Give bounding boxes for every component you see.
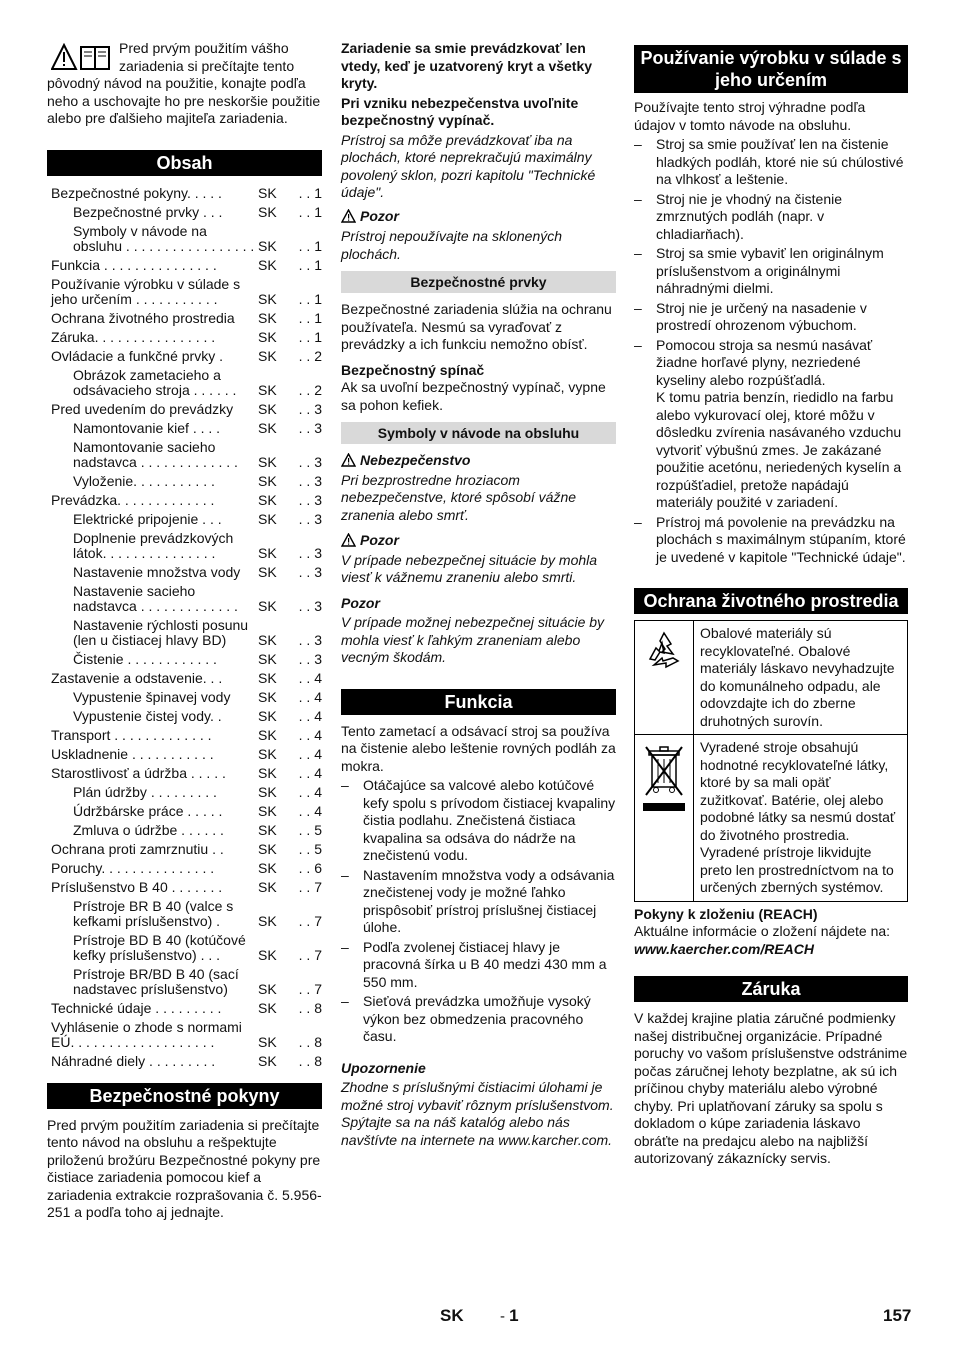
toc-entry-page: . . 1 [298, 203, 322, 220]
warning-icon [341, 453, 356, 467]
footer-subpage: - 1 [500, 1306, 519, 1325]
toc-entry-lang: SK [258, 999, 277, 1016]
toc-entry-page: . . 1 [298, 184, 322, 201]
list-item-text: Stroj sa smie používať len na čistenie hladkých podláh, ktoré nie sú chúlostivé na vlhkosť a leštenie. [656, 136, 904, 187]
reach-url[interactable]: www.kaercher.com/REACH [634, 940, 814, 957]
safety-title: Bezpečnostné pokyny [47, 1083, 322, 1109]
toc-entry-lang: SK [258, 650, 277, 667]
toc-entry-page: . . 8 [298, 1052, 322, 1069]
env-row-recycle [635, 621, 908, 735]
toc-entry[interactable] [47, 933, 322, 963]
toc-entry-title: Prevádzka. . . . . . . . . . . . . [51, 491, 215, 508]
list-item [634, 245, 908, 298]
toc-entry[interactable] [47, 512, 322, 527]
toc-entry[interactable] [47, 440, 322, 470]
toc-entry[interactable] [47, 861, 322, 876]
env-row-weee [635, 735, 908, 902]
footer-lang: SK [440, 1306, 464, 1325]
toc-entry-title: Starostlivosť a údržba . . . . . [51, 764, 226, 781]
intro-block [47, 40, 322, 128]
pozor3-text: V prípade možnej nebezpečnej situácie by mohla viesť k ľahkým zraneniam alebo vecným škodám. [341, 614, 605, 665]
toc-entry[interactable] [47, 823, 322, 838]
recycle-icon [640, 627, 688, 675]
column-middle [341, 40, 616, 1157]
column-right [634, 45, 908, 1176]
toc-entry-page: . . 4 [298, 669, 322, 686]
toc-entry-title: Nastavenie množstva vody [73, 563, 241, 580]
toc-entry-page: . . 7 [298, 878, 322, 895]
pozor2-label: Pozor [360, 532, 399, 548]
toc-entry[interactable] [47, 277, 322, 307]
toc-entry[interactable] [47, 531, 322, 561]
safety-text: Pred prvým použitím zariadenia si prečítajte tento návod na obsluhu a rešpektujte priloženú brožúru Bezpečnostné pokyny pre čistiace zariadenia pomocou kief a zariadenia extrakcie rozprašovania č. 5.956-251 a podľa toho aj jednajte. [47, 1116, 322, 1220]
toc-entry[interactable] [47, 785, 322, 800]
toc-entry-page: . . 1 [298, 290, 322, 307]
toc-entry[interactable] [47, 690, 322, 705]
list-item [634, 300, 908, 335]
list-item: – Nastavením množstva vody a odsávania znečistenej vody je možné ľahko prispôsobiť prístroj príslušnej čistiacej úlohe. [341, 867, 616, 937]
toc-entry-page: . . 3 [298, 419, 322, 436]
note-label: Upozornenie [341, 1059, 426, 1076]
toc-entry-page: . . 4 [298, 764, 322, 781]
toc-entry-lang: SK [258, 472, 277, 489]
toc-entry-page: . . 3 [298, 453, 322, 470]
toc-entry-title: Doplnenie prevádzkových látok. . . . . . . . . . . . . . . [73, 529, 234, 561]
toc-entry-page: . . 4 [298, 707, 322, 724]
note-text-2: Spýtajte sa na náš katalóg alebo nás navštívte na internete na www.karcher.com. [341, 1114, 613, 1148]
toc-entry[interactable] [47, 349, 322, 364]
toc-entry-page: . . 1 [298, 237, 322, 254]
toc-entry-title: Uskladnenie . . . . . . . . . . . [51, 745, 214, 762]
toc-entry-title: Obrázok zametacieho a odsávacieho stroja . . . . . . [73, 366, 237, 398]
toc-entry[interactable] [47, 899, 322, 929]
toc-entry-title: Záruka. . . . . . . . . . . . . . . . [51, 328, 216, 345]
toc-entry-title: Príslušenstvo B 40 . . . . . . . [51, 878, 223, 895]
toc-entry-lang: SK [258, 491, 277, 508]
env-row2-text: Vyradené stroje obsahujú hodnotné recyklovateľné látky, ktoré by sa mali opäť zužitkovať. Batérie, olej alebo podobné látky sa nesmú dostať do životného prostredia. Vyradené prístroje likvidujte preto len prostredníctvom na to určených zberných systémov. [694, 735, 908, 902]
toc-entry-lang: SK [258, 688, 277, 705]
toc-entry-page: . . 3 [298, 631, 322, 648]
list-item [634, 136, 908, 189]
warning-icon [341, 533, 356, 547]
toc-entry-lang: SK [258, 745, 277, 762]
toc-entry-page: . . 4 [298, 688, 322, 705]
env-row1-text: Obalové materiály sú recyklovateľné. Obalové materiály láskavo nevyhadzujte do komunálneho odpadu, ale odovzdajte ich do zberne druhotných surovín. [694, 621, 908, 735]
toc-entry-lang: SK [258, 912, 277, 929]
toc-entry-lang: SK [258, 184, 277, 201]
toc-entry-page: . . 8 [298, 999, 322, 1016]
toc-entry-page: . . 3 [298, 491, 322, 508]
list-item-text: Stroj nie je určený na nasadenie v prostredí ohrozenom výbuchom. [656, 299, 867, 333]
toc-entry-title: Údržbárske práce . . . . . [73, 802, 223, 819]
toc-entry-title: Používanie výrobku v súlade s jeho určením . . . . . . . . . . . [51, 275, 241, 307]
toc-entry-page: . . 4 [298, 726, 322, 743]
toc-entry-page: . . 5 [298, 821, 322, 838]
warning-manual-icon [51, 43, 113, 73]
toc-entry-title: Zastavenie a odstavenie. . . [51, 669, 223, 686]
reach-title: Pokyny k zloženiu (REACH) [634, 905, 818, 922]
toc-entry-lang: SK [258, 707, 277, 724]
toc-entry-title: Nastavenie rýchlosti posunu (len u čistiacej hlavy BD) [73, 616, 249, 648]
toc-entry[interactable] [47, 258, 322, 273]
env-title: Ochrana životného prostredia [634, 588, 908, 614]
toc-entry-page: . . 3 [298, 544, 322, 561]
funkcia-title: Funkcia [341, 689, 616, 715]
toc-entry-page: . . 3 [298, 472, 322, 489]
toc-entry[interactable] [47, 421, 322, 436]
toc-entry-title: Namontovanie sacieho nadstavca . . . . . . . . . . . . . [73, 438, 238, 470]
toc-entry-page: . . 4 [298, 745, 322, 762]
switch-text: Ak sa uvoľní bezpečnostný vypínač, vypne sa pohon kefiek. [341, 379, 606, 413]
toc-entry-lang: SK [258, 669, 277, 686]
toc-entry-lang: SK [258, 400, 277, 417]
warranty-title: Záruka [634, 976, 908, 1002]
toc-entry-title: Funkcia . . . . . . . . . . . . . . . [51, 256, 217, 273]
safety-elements-title: Bezpečnostné prvky [341, 271, 616, 293]
warning-icon [341, 209, 356, 223]
toc-entry-page: . . 3 [298, 510, 322, 527]
toc-entry[interactable] [47, 618, 322, 648]
toc-entry-lang: SK [258, 237, 277, 254]
toc-entry[interactable] [47, 584, 322, 614]
toc-entry-page: . . 7 [298, 980, 322, 997]
toc-entry[interactable] [47, 880, 322, 895]
toc-entry-title: Plán údržby . . . . . . . . . [73, 783, 217, 800]
bold-paragraph-1: Zariadenie sa smie prevádzkovať len vtedy, keď je uzatvorený kryt a všetky kryty. [341, 40, 593, 91]
toc-entry[interactable] [47, 804, 322, 819]
toc-entry-title: Technické údaje . . . . . . . . . [51, 999, 222, 1016]
toc-entry-lang: SK [258, 290, 277, 307]
funkcia-text: Tento zametací a odsávací stroj sa používa na čistenie alebo leštenie rovných podláh za mokra. [341, 722, 616, 774]
list-item [634, 191, 908, 244]
toc-entry-lang: SK [258, 597, 277, 614]
switch-title: Bezpečnostný spínač [341, 361, 485, 378]
toc-entry[interactable] [47, 186, 322, 201]
toc-entry[interactable] [47, 671, 322, 686]
toc-entry-title: Pred uvedením do prevádzky [51, 400, 234, 417]
list-item: – Otáčajúce sa valcové alebo kotúčové kefy spolu s prívodom čistiacej kvapaliny čistia podlahu. Znečistená čistiaca kvapalina sa odsáva do nádrže na znečistenú vodu. [341, 777, 616, 865]
intro-text: Pred prvým použitím vášho zariadenia si prečítajte tento pôvodný návod na použitie, konajte podľa neho a uschovajte ho pre neskoršie použitie alebo pre ďalšieho majiteľa zariadenia. [47, 40, 321, 126]
toc-entry[interactable] [47, 493, 322, 508]
pozor1-heading [341, 208, 616, 226]
toc-entry[interactable] [47, 747, 322, 762]
warranty-text: V každej krajine platia záručné podmienky našej distribučnej organizácie. Prípadné poruchy vo vašom príslušenstve odstránime počas záručnej lehoty bezplatne, ak sú ich príčinou chyby materiálu alebo výrobné chyby. Pri uplatňovaní záruky sa spolu s dokladom o kúpe zariadenia láskavo obráťte na predajcu alebo na najbližší autorizovaný zákaznícky servis. [634, 1010, 908, 1166]
toc-entry-lang: SK [258, 631, 277, 648]
toc-entry-page: . . 4 [298, 783, 322, 800]
bold-paragraph-2: Pri vzniku nebezpečenstva uvoľnite bezpečnostný vypínač. [341, 94, 579, 128]
toc-entry-title: Zmluva o údržbe . . . . . . [73, 821, 224, 838]
toc-entry-lang: SK [258, 256, 277, 273]
toc-entry-lang: SK [258, 1033, 277, 1050]
toc-entry-title: Čistenie . . . . . . . . . . . . [73, 650, 217, 667]
toc-entry-lang: SK [258, 840, 277, 857]
toc-entry[interactable] [47, 368, 322, 398]
toc-entry-title: Bezpečnostné prvky . . . [73, 203, 223, 220]
toc-entry-lang: SK [258, 309, 277, 326]
usage-title: Používanie výrobku v súlade s jeho určením [634, 45, 908, 93]
toc-entry[interactable] [47, 311, 322, 326]
italic-paragraph-1: Prístroj sa môže prevádzkovať iba na plochách, ktoré neprekračujú maximálny povolený sklon, pozri kapitolu "Technické údaje". [341, 131, 596, 200]
toc-entry-title: Nastavenie sacieho nadstavca . . . . . . . . . . . . . [73, 582, 238, 614]
toc-entry-page: . . 8 [298, 1033, 322, 1050]
toc-entry-page: . . 2 [298, 347, 322, 364]
toc-entry-lang: SK [258, 381, 277, 398]
toc-entry-title: Namontovanie kief . . . . [73, 419, 221, 436]
toc-entry-title: Symboly v návode na obsluhu . . . . . . . . . . . . . . . . . [73, 222, 255, 254]
toc-entry-lang: SK [258, 726, 277, 743]
recycle-icon-cell [635, 621, 694, 735]
toc-entry-lang: SK [258, 328, 277, 345]
pozor2-heading [341, 532, 616, 550]
toc-entry[interactable] [47, 205, 322, 220]
toc-entry-page: . . 3 [298, 650, 322, 667]
toc-entry-lang: SK [258, 783, 277, 800]
toc-entry-page: . . 1 [298, 309, 322, 326]
toc-title: Obsah [47, 150, 322, 176]
toc-entry[interactable] [47, 565, 322, 580]
usage-text: Používajte tento stroj výhradne podľa údajov v tomto návode na obsluhu. [634, 99, 866, 133]
reach-text: Aktuálne informácie o zložení nájdete na: [634, 923, 891, 939]
toc-entry-lang: SK [258, 802, 277, 819]
toc-entry-page: . . 3 [298, 563, 322, 580]
toc-entry-lang: SK [258, 419, 277, 436]
list-item-text: Stroj nie je vhodný na čistenie zmrznutých podláh (napr. v chladiarňach). [656, 190, 842, 242]
toc-entry-title: Prístroje BR/BD B 40 (sací nadstavec príslušenstvo) [73, 965, 239, 997]
list-item: – Podľa zvolenej čistiacej hlavy je pracovná šírka u B 40 medzi 430 mm a 550 mm. [341, 939, 616, 992]
toc-entry[interactable] [47, 652, 322, 667]
toc-entry[interactable] [47, 1054, 322, 1069]
toc-entry[interactable] [47, 709, 322, 724]
toc-entry-page: . . 7 [298, 912, 322, 929]
toc-entry-lang: SK [258, 544, 277, 561]
toc-entry-page: . . 7 [298, 946, 322, 963]
list-item [634, 337, 908, 512]
toc-entry-lang: SK [258, 510, 277, 527]
toc-entry-title: Ovládacie a funkčné prvky . [51, 347, 223, 364]
list-item-text: Stroj sa smie vybaviť len originálnym príslušenstvom a originálnymi náhradnými dielmi. [656, 245, 884, 296]
toc-entry-page: . . 2 [298, 381, 322, 398]
toc-entry-title: Transport . . . . . . . . . . . . . [51, 726, 212, 743]
pozor3-label: Pozor [341, 594, 380, 611]
toc-entry-title: Vyloženie. . . . . . . . . . . [73, 472, 215, 489]
list-item: – Prístroj má povolenie na prevádzku na plochách s maximálnym stúpaním, ktoré je uvedené v kapitole "Technické údaje". [634, 514, 908, 567]
env-table [634, 620, 908, 902]
toc-entry-lang: SK [258, 453, 277, 470]
toc-entry[interactable] [47, 1001, 322, 1016]
toc-entry-page: . . 3 [298, 400, 322, 417]
crossed-bin-icon [640, 741, 688, 821]
toc-entry-page: . . 3 [298, 597, 322, 614]
funkcia-list [341, 777, 616, 1046]
toc-entry-title: Náhradné diely . . . . . . . . . [51, 1052, 216, 1069]
danger-heading [341, 452, 616, 470]
pozor1-label: Pozor [360, 207, 399, 224]
column-left [47, 40, 322, 1230]
toc-entry[interactable] [47, 842, 322, 857]
toc-entry-lang: SK [258, 764, 277, 781]
toc-entry-title: Prístroje BD B 40 (kotúčové kefky príslušenstvo) . . . [73, 931, 246, 963]
safety-elements-text: Bezpečnostné zariadenia slúžia na ochranu používateľa. Nesmú sa vyraďovať z prevádzky a ich funkciu nemožno obísť. [341, 301, 612, 352]
toc-entry-title: Vypustenie čistej vody. . [73, 707, 222, 724]
toc-entry-page: . . 1 [298, 328, 322, 345]
toc-entry-lang: SK [258, 946, 277, 963]
toc-entry-lang: SK [258, 859, 277, 876]
list-item-text: Pomocou stroja sa nesmú nasávať žiadne horľavé plyny, nezriedené kyseliny alebo rozpúšťadlá. [656, 336, 873, 388]
usage-list [634, 136, 908, 566]
weee-icon-cell [635, 735, 694, 902]
toc-entry-lang: SK [258, 878, 277, 895]
toc-entry-lang: SK [258, 563, 277, 580]
pozor1-text: Prístroj nepoužívajte na sklonených plochách. [341, 228, 563, 262]
toc-entry-title: Vyhlásenie o zhode s normami EÚ. . . . . . . . . . . . . . . . . . . [51, 1018, 242, 1050]
pozor2-text: V prípade nebezpečnej situácie by mohla viesť k vážnemu zraneniu alebo smrti. [341, 551, 598, 585]
toc-entry-lang: SK [258, 1052, 277, 1069]
toc-entry-page: . . 6 [298, 859, 322, 876]
toc-entry-title: Vypustenie špinavej vody [73, 688, 231, 705]
toc-entry-title: Bezpečnostné pokyny. . . . . [51, 184, 222, 201]
toc-entry-lang: SK [258, 347, 277, 364]
toc-entry-lang: SK [258, 821, 277, 838]
toc-entry-lang: SK [258, 980, 277, 997]
footer-page-number: 157 [883, 1306, 912, 1325]
toc-entry-page: . . 1 [298, 256, 322, 273]
toc-entry-title: Ochrana životného prostredia [51, 309, 235, 326]
list-item-continuation: K tomu patria benzín, riedidlo na farbu alebo vykurovací olej, ktoré môžu v dôsledku zvírenia nasávaného vzduchu vytvoriť výbušnú zmes. Je zakázané použitie acetónu, neriedených kyselín a rozpúšťadiel, pretože napádajú materiály použité v zariadení. [656, 389, 902, 510]
toc-entry[interactable] [47, 330, 322, 345]
toc-entry[interactable] [47, 1020, 322, 1050]
toc-entry[interactable] [47, 728, 322, 743]
toc-entry-title: Elektrické pripojenie . . . [73, 510, 222, 527]
toc-entry[interactable] [47, 474, 322, 489]
toc-entry-page: . . 4 [298, 802, 322, 819]
toc-entry-title: Poruchy. . . . . . . . . . . . . . . [51, 859, 215, 876]
toc-entry-lang: SK [258, 203, 277, 220]
danger-label: Nebezpečenstvo [360, 452, 471, 468]
note-text-1: Zhodne s príslušnými čistiacimi úlohami je možné stroj vybaviť rôznym príslušenstvom. [341, 1079, 614, 1113]
toc-entry[interactable] [47, 224, 322, 254]
toc-entry[interactable] [47, 766, 322, 781]
symbols-title: Symboly v návode na obsluhu [341, 422, 616, 444]
toc-entry[interactable] [47, 967, 322, 997]
danger-text: Pri bezprostredne hroziacom nebezpečenstve, ktoré spôsobí vážne zranenia alebo smrť. [341, 471, 577, 523]
list-item: – Sieťová prevádzka umožňuje vysoký výkon bez obmedzenia pracovného času. [341, 993, 616, 1046]
table-of-contents [47, 186, 322, 1069]
toc-entry-page: . . 5 [298, 840, 322, 857]
toc-entry[interactable] [47, 402, 322, 417]
toc-entry-title: Prístroje BR B 40 (valce s kefkami príslušenstvo) . [73, 897, 234, 929]
toc-entry-title: Ochrana proti zamrznutiu . . [51, 840, 224, 857]
